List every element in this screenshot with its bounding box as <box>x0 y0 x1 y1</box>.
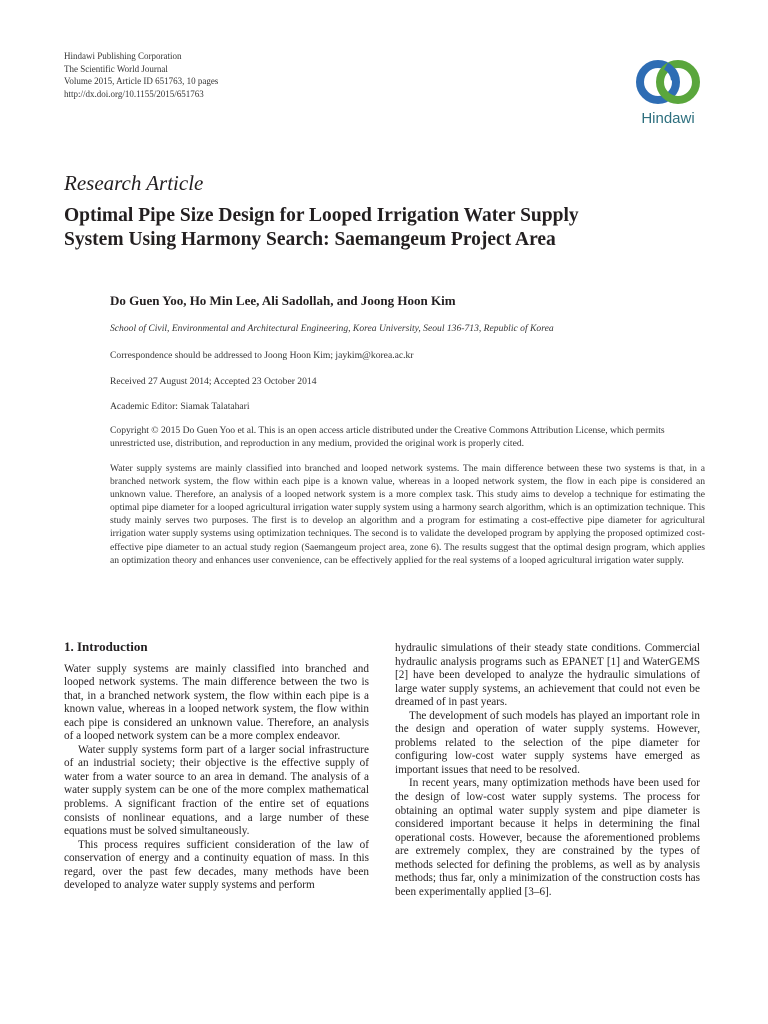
hindawi-logo-icon <box>628 52 708 112</box>
doi-link[interactable]: http://dx.doi.org/10.1155/2015/651763 <box>64 88 204 99</box>
publisher-name: Hindawi Publishing Corporation <box>64 51 182 61</box>
title-line-1: Optimal Pipe Size Design for Looped Irrigation Water Supply <box>64 205 579 226</box>
left-column <box>64 640 369 893</box>
paragraph: Water supply systems form part of a larger social infrastructure of an industrial society; their objective is the effective supply of water from a water source to an area in demand. The analysis of a water supply system can be one of the more complex mathematical problems. A significant fraction of the entire set of equations consists of nonlinear equations, and a large number of these equations must be solved simultaneously. <box>64 743 369 838</box>
journal-name: The Scientific World Journal <box>64 63 168 74</box>
correspondence: Correspondence should be addressed to Joong Hoon Kim; jaykim@korea.ac.kr <box>110 350 414 361</box>
article-title <box>64 204 714 252</box>
right-column <box>395 642 700 899</box>
journal-header <box>64 50 218 100</box>
academic-editor: Academic Editor: Siamak Talatahari <box>110 401 250 412</box>
logo-text: Hindawi <box>641 110 695 127</box>
volume-info: Volume 2015, Article ID 651763, 10 pages <box>64 76 219 86</box>
abstract: Water supply systems are mainly classified into branched and looped network systems. The main difference between these two systems is that, in a branched network system, the flow within each pipe is a known value, whereas in a looped network system, the flow in each pipe is considered an unknown value. Therefore, an analysis of a looped network system is a more complex task. This study aims to develop a technique for estimating the optimal pipe diameter for a looped agricultural irrigation water supply system using a harmony search algorithm, which is an optimization technique. This study mainly serves two purposes. The first is to develop an algorithm and a program for estimating a cost-effective pipe diameter for agricultural irrigation water supply systems using optimization techniques. The second is to validate the developed program by applying the proposed optimized cost-effective pipe diameter to an actual study region (Saemangeum project area, zone 6). The results suggest that the optimal design program, which applies an optimization theory and enhances user convenience, can be effectively applied for the real systems of a looped agricultural irrigation water supply. <box>110 463 705 566</box>
section-heading-introduction: 1. Introduction <box>64 639 148 654</box>
hindawi-logo <box>628 52 708 134</box>
paragraph: hydraulic simulations of their steady state conditions. Commercial hydraulic analysis programs such as EPANET [1] and WaterGEMS [2] have been developed to analyze the hydraulic simulations of large water supply systems, an achievement that could not even be dreamed of in past years. <box>395 642 700 709</box>
paragraph: In recent years, many optimization methods have been used for the design of low-cost water supply systems. The process for obtaining an optimal water supply system and pipe diameter is considered important because it helps in determining the final operational costs. However, because the aforementioned problems are extremely complex, they are constrained by the types of methods selected for defining the problems, as well as by analysis methods; thus far, only a minimization of the construction costs has been experimentally applied [3–6]. <box>395 777 700 898</box>
author-list: Do Guen Yoo, Ho Min Lee, Ali Sadollah, and Joong Hoon Kim <box>110 293 456 308</box>
copyright-notice: Copyright © 2015 Do Guen Yoo et al. This is an open access article distributed under the Creative Commons Attribution License, which permits unrestricted use, distribution, and reproduction in any medium, provided the original work is properly cited. <box>110 425 665 449</box>
affiliation: School of Civil, Environmental and Architectural Engineering, Korea University, Seoul 136-713, Republic of Korea <box>110 323 554 334</box>
paragraph: This process requires sufficient consideration of the law of conservation of energy and a continuity equation of mass. In this regard, over the past few decades, many methods have been developed to analyze water supply systems and perform <box>64 838 369 892</box>
title-line-2: System Using Harmony Search: Saemangeum Project Area <box>64 229 556 250</box>
article-type: Research Article <box>64 171 204 195</box>
received-dates: Received 27 August 2014; Accepted 23 October 2014 <box>110 376 317 387</box>
paragraph: The development of such models has played an important role in the design and operation of water supply systems. However, problems related to the selection of the pipe diameter for configuring low-cost water supply systems have emerged as important issues that need to be resolved. <box>395 709 700 776</box>
paragraph: Water supply systems are mainly classified into branched and looped network systems. The main difference between the two is that, in a branched network system, the flow within each pipe is a known value, whereas in a looped network system, the flow within each pipe is considered an unknown value. Therefore, an analysis of a looped network system can be a more complex endeavor. <box>64 662 369 743</box>
